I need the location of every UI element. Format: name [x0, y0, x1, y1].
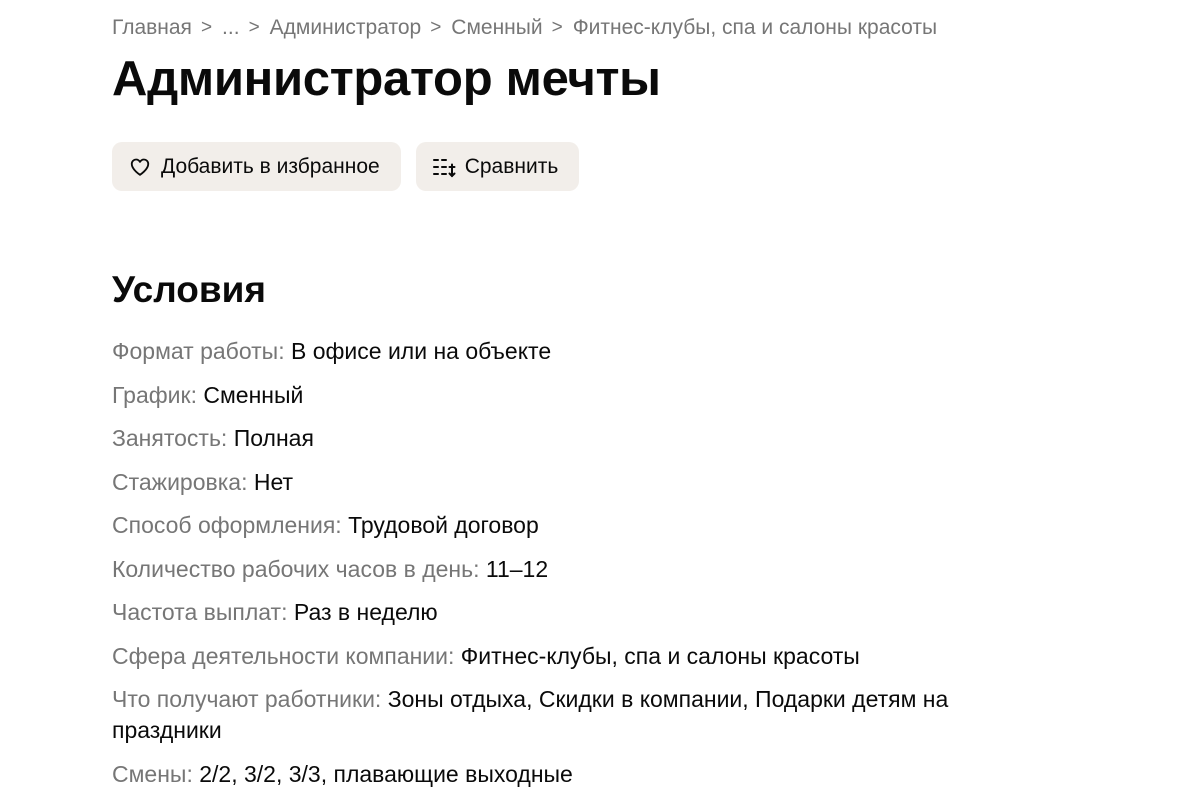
condition-label: Частота выплат:: [112, 599, 288, 625]
condition-label: Что получают работники:: [112, 686, 382, 712]
condition-value: Фитнес-клубы, спа и салоны красоты: [460, 642, 860, 669]
condition-benefits: [112, 684, 1032, 746]
conditions-list: [112, 336, 1032, 802]
condition-value: Нет: [253, 468, 294, 495]
condition-label: Смены:: [112, 760, 193, 787]
breadcrumb-separator: >: [430, 17, 442, 38]
condition-internship: [112, 467, 1032, 498]
breadcrumb: [112, 14, 937, 42]
breadcrumb-item-administrator[interactable]: Администратор: [269, 16, 422, 39]
condition-company-industry: [112, 641, 1032, 672]
page-title: Администратор мечты: [112, 52, 661, 106]
condition-value: Трудовой договор: [348, 512, 539, 538]
breadcrumb-separator: >: [248, 17, 260, 38]
condition-label: Формат работы:: [112, 338, 285, 364]
breadcrumb-item-industry[interactable]: Фитнес-клубы, спа и салоны красоты: [572, 16, 938, 39]
compare-label: Сравнить: [464, 154, 559, 178]
condition-value: 11–12: [485, 555, 549, 582]
condition-label: Количество рабочих часов в день:: [112, 555, 480, 582]
add-to-favorites-button[interactable]: [112, 142, 401, 191]
condition-label: Сфера деятельности компании:: [112, 642, 455, 669]
breadcrumb-item-ellipsis[interactable]: ...: [222, 16, 240, 39]
condition-value: Раз в неделю: [293, 599, 438, 625]
condition-working-hours: [112, 554, 1032, 585]
condition-label: Стажировка:: [112, 468, 248, 495]
compare-icon: [432, 155, 456, 179]
condition-value: В офисе или на объекте: [290, 338, 552, 364]
condition-label: График:: [112, 381, 197, 408]
condition-schedule: [112, 380, 1032, 411]
condition-value: 2/2, 3/2, 3/3, плавающие выходные: [199, 760, 573, 787]
condition-value: Полная: [233, 425, 314, 451]
breadcrumb-item-home[interactable]: Главная: [112, 16, 192, 39]
condition-employment: [112, 423, 1032, 454]
conditions-title: Условия: [112, 269, 266, 310]
condition-shifts: [112, 759, 1032, 790]
condition-work-format: [112, 336, 1032, 367]
action-buttons: [112, 142, 579, 191]
breadcrumb-separator: >: [200, 17, 213, 38]
add-to-favorites-label: Добавить в избранное: [161, 154, 380, 178]
breadcrumb-item-shift[interactable]: Сменный: [451, 16, 543, 39]
condition-label: Занятость:: [112, 425, 228, 451]
compare-button[interactable]: [416, 142, 580, 191]
breadcrumb-separator: >: [551, 17, 563, 38]
condition-contract-type: [112, 510, 1032, 541]
condition-value: Сменный: [203, 381, 304, 408]
condition-label: Способ оформления:: [112, 512, 342, 538]
condition-value: Зоны отдыха, Скидки в компании, Подарки детям на праздники: [112, 686, 949, 743]
condition-payment-frequency: [112, 597, 1032, 628]
heart-icon: [128, 155, 152, 179]
